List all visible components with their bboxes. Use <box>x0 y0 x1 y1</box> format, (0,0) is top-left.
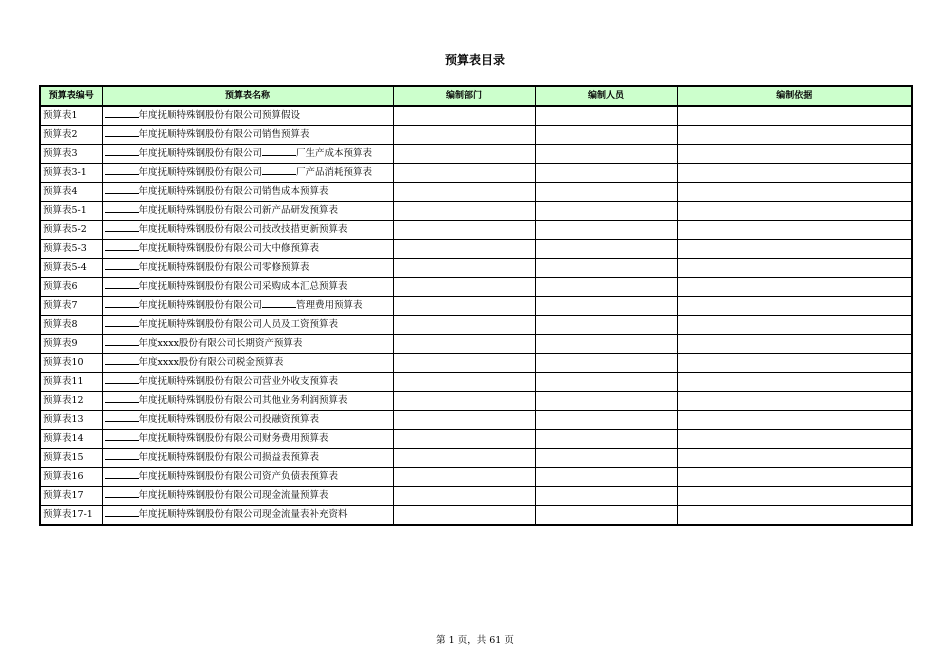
cell-person[interactable] <box>535 145 677 164</box>
name-text: 年度抚顺特殊钢股份有限公司新产品研发预算表 <box>138 205 339 216</box>
table-row <box>40 316 912 335</box>
cell-code: 预算表12 <box>40 392 102 411</box>
name-text: 年度抚顺特殊钢股份有限公司 <box>138 167 263 178</box>
cell-name <box>102 126 393 145</box>
fill-in-blank <box>105 335 139 346</box>
cell-dept[interactable] <box>393 335 535 354</box>
name-text: 年度抚顺特殊钢股份有限公司采购成本汇总预算表 <box>138 281 348 292</box>
cell-dept[interactable] <box>393 240 535 259</box>
cell-person[interactable] <box>535 392 677 411</box>
name-text: 厂产品消耗预算表 <box>296 167 373 178</box>
table-row <box>40 240 912 259</box>
table-row <box>40 506 912 526</box>
cell-name <box>102 145 393 164</box>
cell-name <box>102 335 393 354</box>
cell-dept[interactable] <box>393 449 535 468</box>
cell-person[interactable] <box>535 202 677 221</box>
table-row <box>40 145 912 164</box>
table-header-row <box>40 86 912 106</box>
name-text: 年度xxxx股份有限公司税金预算表 <box>138 357 284 368</box>
fill-in-blank <box>105 259 139 270</box>
cell-code: 预算表11 <box>40 373 102 392</box>
cell-person[interactable] <box>535 506 677 526</box>
name-text: 管理费用预算表 <box>296 300 363 311</box>
header-dept: 编制部门 <box>393 86 535 106</box>
cell-code: 预算表2 <box>40 126 102 145</box>
table-row <box>40 221 912 240</box>
name-text: 厂生产成本预算表 <box>296 148 373 159</box>
cell-code: 预算表5-4 <box>40 259 102 278</box>
cell-dept[interactable] <box>393 202 535 221</box>
name-text: 年度抚顺特殊钢股份有限公司投融资预算表 <box>138 414 320 425</box>
cell-basis[interactable] <box>677 411 912 430</box>
table-row <box>40 354 912 373</box>
fill-in-blank <box>262 145 296 156</box>
fill-in-blank <box>105 183 139 194</box>
fill-in-blank <box>105 392 139 403</box>
table-row <box>40 278 912 297</box>
cell-basis[interactable] <box>677 392 912 411</box>
cell-person[interactable] <box>535 126 677 145</box>
cell-name <box>102 506 393 526</box>
cell-person[interactable] <box>535 411 677 430</box>
name-text: 年度抚顺特殊钢股份有限公司技改技措更新预算表 <box>138 224 348 235</box>
cell-dept[interactable] <box>393 392 535 411</box>
fill-in-blank <box>105 164 139 175</box>
table-row <box>40 373 912 392</box>
cell-basis[interactable] <box>677 259 912 278</box>
cell-person[interactable] <box>535 106 677 126</box>
cell-name <box>102 487 393 506</box>
fill-in-blank <box>105 354 139 365</box>
cell-name <box>102 354 393 373</box>
cell-name <box>102 449 393 468</box>
cell-basis[interactable] <box>677 354 912 373</box>
cell-basis[interactable] <box>677 145 912 164</box>
cell-dept[interactable] <box>393 430 535 449</box>
cell-person[interactable] <box>535 468 677 487</box>
cell-code: 预算表1 <box>40 106 102 126</box>
cell-name <box>102 316 393 335</box>
cell-basis[interactable] <box>677 221 912 240</box>
cell-code: 预算表8 <box>40 316 102 335</box>
table-row <box>40 183 912 202</box>
cell-person[interactable] <box>535 316 677 335</box>
fill-in-blank <box>105 202 139 213</box>
fill-in-blank <box>105 487 139 498</box>
cell-dept[interactable] <box>393 221 535 240</box>
fill-in-blank <box>105 240 139 251</box>
table-row <box>40 392 912 411</box>
table-row <box>40 106 912 126</box>
cell-basis[interactable] <box>677 449 912 468</box>
cell-person[interactable] <box>535 240 677 259</box>
cell-person[interactable] <box>535 259 677 278</box>
cell-person[interactable] <box>535 335 677 354</box>
fill-in-blank <box>105 107 139 118</box>
cell-code: 预算表14 <box>40 430 102 449</box>
table-row <box>40 297 912 316</box>
cell-dept[interactable] <box>393 373 535 392</box>
cell-code: 预算表9 <box>40 335 102 354</box>
cell-person[interactable] <box>535 487 677 506</box>
cell-basis[interactable] <box>677 240 912 259</box>
cell-name <box>102 183 393 202</box>
fill-in-blank <box>105 468 139 479</box>
table-row <box>40 430 912 449</box>
cell-code: 预算表5-3 <box>40 240 102 259</box>
name-text: 年度抚顺特殊钢股份有限公司预算假设 <box>138 110 301 121</box>
cell-dept[interactable] <box>393 506 535 526</box>
cell-person[interactable] <box>535 373 677 392</box>
cell-basis[interactable] <box>677 278 912 297</box>
cell-basis[interactable] <box>677 468 912 487</box>
header-code: 预算表编号 <box>40 86 102 106</box>
cell-name <box>102 164 393 183</box>
fill-in-blank <box>105 145 139 156</box>
cell-dept[interactable] <box>393 164 535 183</box>
cell-code: 预算表16 <box>40 468 102 487</box>
cell-person[interactable] <box>535 221 677 240</box>
cell-basis[interactable] <box>677 506 912 526</box>
fill-in-blank <box>105 316 139 327</box>
table-row <box>40 259 912 278</box>
cell-dept[interactable] <box>393 126 535 145</box>
name-text: 年度抚顺特殊钢股份有限公司 <box>138 148 263 159</box>
cell-dept[interactable] <box>393 106 535 126</box>
page-title: 预算表目录 <box>444 53 505 67</box>
cell-name <box>102 297 393 316</box>
cell-basis[interactable] <box>677 316 912 335</box>
header-name: 预算表名称 <box>102 86 393 106</box>
fill-in-blank <box>262 297 296 308</box>
fill-in-blank <box>105 297 139 308</box>
fill-in-blank <box>105 126 139 137</box>
cell-code: 预算表10 <box>40 354 102 373</box>
table-row <box>40 335 912 354</box>
header-basis: 编制依据 <box>677 86 912 106</box>
name-text: 年度抚顺特殊钢股份有限公司资产负债表预算表 <box>138 471 339 482</box>
cell-basis[interactable] <box>677 487 912 506</box>
name-text: 年度抚顺特殊钢股份有限公司损益表预算表 <box>138 452 320 463</box>
fill-in-blank <box>105 221 139 232</box>
cell-name <box>102 373 393 392</box>
cell-dept[interactable] <box>393 278 535 297</box>
cell-code: 预算表13 <box>40 411 102 430</box>
cell-name <box>102 221 393 240</box>
name-text: 年度抚顺特殊钢股份有限公司人员及工资预算表 <box>138 319 339 330</box>
cell-name <box>102 411 393 430</box>
name-text: 年度抚顺特殊钢股份有限公司销售预算表 <box>138 129 310 140</box>
name-text: 年度抚顺特殊钢股份有限公司销售成本预算表 <box>138 186 329 197</box>
name-text: 年度抚顺特殊钢股份有限公司现金流量预算表 <box>138 490 329 501</box>
cell-dept[interactable] <box>393 259 535 278</box>
table-row <box>40 468 912 487</box>
cell-code: 预算表4 <box>40 183 102 202</box>
cell-code: 预算表7 <box>40 297 102 316</box>
name-text: 年度抚顺特殊钢股份有限公司大中修预算表 <box>138 243 320 254</box>
cell-person[interactable] <box>535 183 677 202</box>
cell-basis[interactable] <box>677 183 912 202</box>
cell-name <box>102 430 393 449</box>
cell-dept[interactable] <box>393 468 535 487</box>
cell-basis[interactable] <box>677 164 912 183</box>
cell-code: 预算表17-1 <box>40 506 102 526</box>
page-footer: 第 1 页，共 61 页 <box>436 635 514 646</box>
name-text: 年度抚顺特殊钢股份有限公司现金流量表补充资料 <box>138 509 348 520</box>
cell-basis[interactable] <box>677 373 912 392</box>
name-text: 年度抚顺特殊钢股份有限公司 <box>138 300 263 311</box>
cell-basis[interactable] <box>677 126 912 145</box>
cell-basis[interactable] <box>677 106 912 126</box>
cell-code: 预算表3-1 <box>40 164 102 183</box>
fill-in-blank <box>105 411 139 422</box>
name-text: 年度抚顺特殊钢股份有限公司其他业务利润预算表 <box>138 395 348 406</box>
cell-dept[interactable] <box>393 145 535 164</box>
fill-in-blank <box>105 430 139 441</box>
name-text: 年度抚顺特殊钢股份有限公司零修预算表 <box>138 262 310 273</box>
cell-dept[interactable] <box>393 487 535 506</box>
fill-in-blank <box>262 164 296 175</box>
table-row <box>40 411 912 430</box>
fill-in-blank <box>105 506 139 517</box>
fill-in-blank <box>105 278 139 289</box>
cell-name <box>102 259 393 278</box>
cell-person[interactable] <box>535 278 677 297</box>
budget-index-table <box>39 85 913 526</box>
cell-basis[interactable] <box>677 202 912 221</box>
name-text: 年度抚顺特殊钢股份有限公司营业外收支预算表 <box>138 376 339 387</box>
cell-code: 预算表6 <box>40 278 102 297</box>
cell-basis[interactable] <box>677 335 912 354</box>
cell-name <box>102 468 393 487</box>
table-row <box>40 126 912 145</box>
cell-name <box>102 106 393 126</box>
cell-dept[interactable] <box>393 354 535 373</box>
cell-code: 预算表5-2 <box>40 221 102 240</box>
cell-dept[interactable] <box>393 411 535 430</box>
cell-person[interactable] <box>535 449 677 468</box>
cell-person[interactable] <box>535 297 677 316</box>
cell-dept[interactable] <box>393 297 535 316</box>
cell-dept[interactable] <box>393 183 535 202</box>
table-row <box>40 202 912 221</box>
cell-basis[interactable] <box>677 297 912 316</box>
cell-person[interactable] <box>535 164 677 183</box>
table-body <box>40 106 912 525</box>
cell-code: 预算表5-1 <box>40 202 102 221</box>
table-row <box>40 449 912 468</box>
cell-person[interactable] <box>535 354 677 373</box>
cell-code: 预算表3 <box>40 145 102 164</box>
cell-code: 预算表15 <box>40 449 102 468</box>
cell-name <box>102 278 393 297</box>
name-text: 年度xxxx股份有限公司长期资产预算表 <box>138 338 303 349</box>
table-row <box>40 164 912 183</box>
name-text: 年度抚顺特殊钢股份有限公司财务费用预算表 <box>138 433 329 444</box>
cell-name <box>102 392 393 411</box>
header-person: 编制人员 <box>535 86 677 106</box>
fill-in-blank <box>105 373 139 384</box>
cell-code: 预算表17 <box>40 487 102 506</box>
cell-name <box>102 240 393 259</box>
table-row <box>40 487 912 506</box>
cell-name <box>102 202 393 221</box>
cell-basis[interactable] <box>677 430 912 449</box>
cell-dept[interactable] <box>393 316 535 335</box>
fill-in-blank <box>105 449 139 460</box>
cell-person[interactable] <box>535 430 677 449</box>
